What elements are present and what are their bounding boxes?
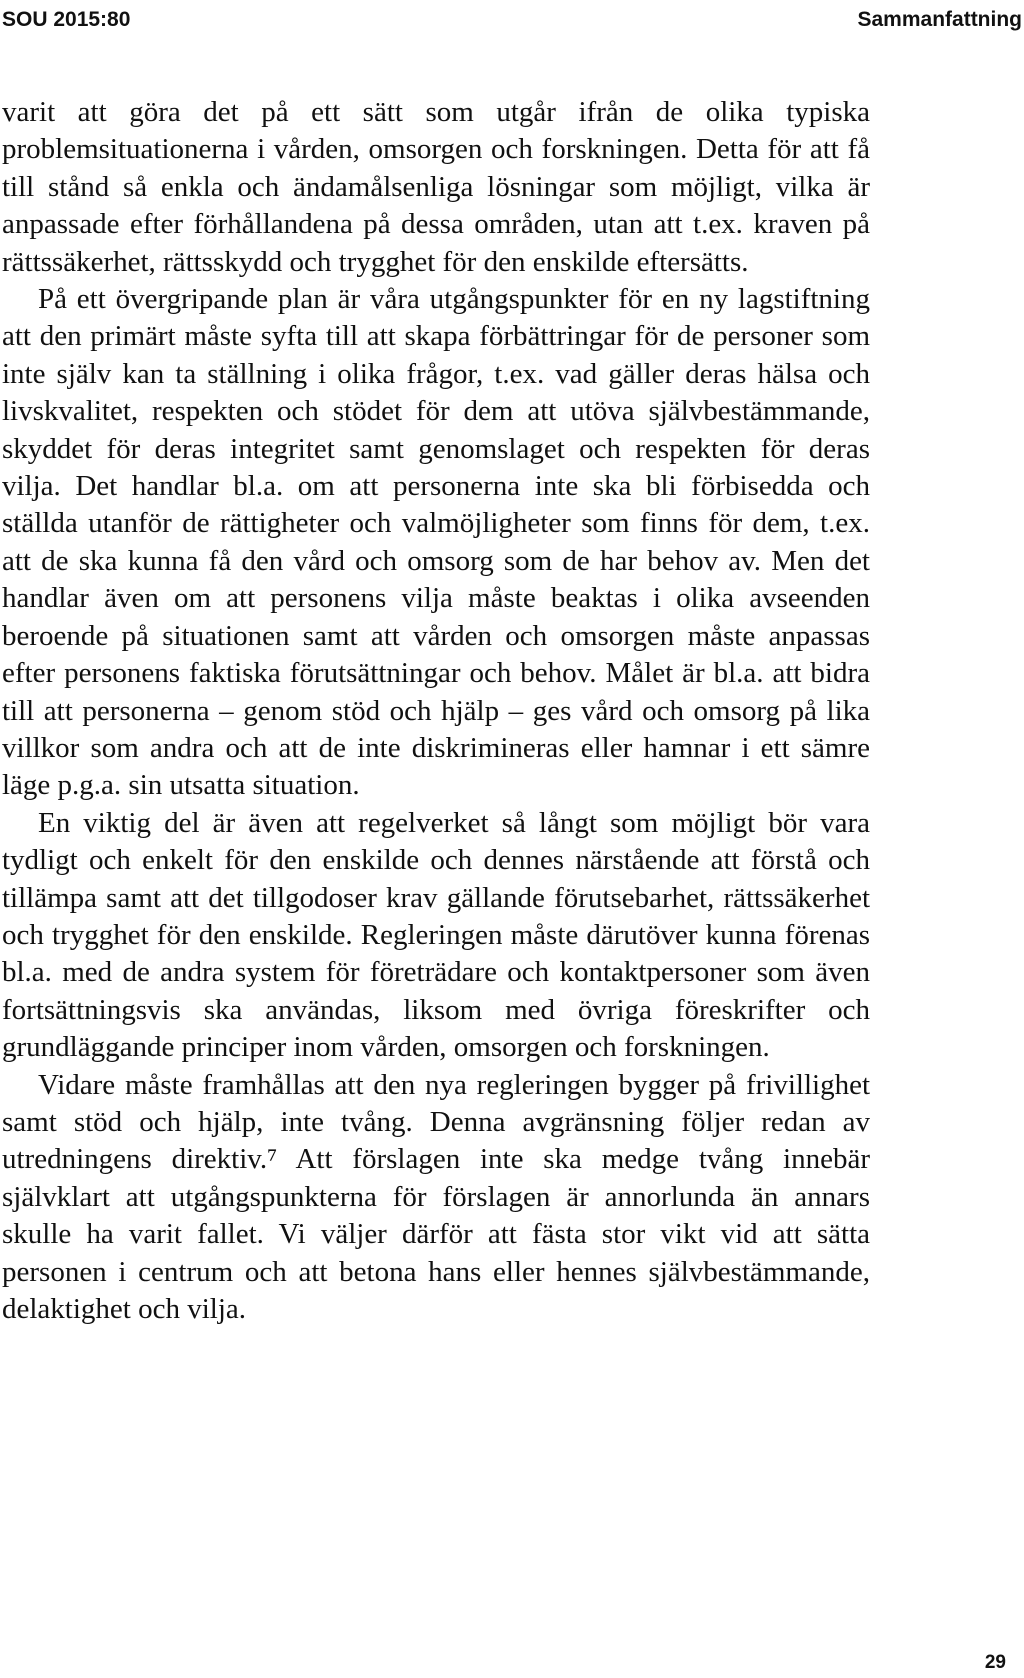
body-text (2, 94, 870, 1328)
page-number: 29 (984, 1652, 1006, 1673)
section-title: Sammanfattning (857, 8, 1022, 31)
paragraph-4: Vidare måste framhållas att den nya regleringen bygger på frivillighet samt stöd och hjälp, inte tvång. Denna avgränsning följer redan av utredningens direktiv.⁷ Att förslagen inte ska medge tvång innebär självklart att utgångspunkterna för förslagen är annorlunda än annars skulle ha varit fallet. Vi väljer därför att fästa stor vikt vid att sätta personen i centrum och att betona hans eller hennes självbestämmande, delaktighet och vilja. (2, 1068, 870, 1325)
running-header (0, 8, 1024, 38)
paragraph-2: På ett övergripande plan är våra utgångspunkter för en ny lagstiftning att den primärt måste syfta till att skapa förbättringar för de personer som inte själv kan ta ställning i olika frågor, t.ex. vad gäller deras hälsa och livskvalitet, respekten och stödet för dem att utöva självbestämmande, skyddet för deras integritet samt genomslaget och respekten för deras vilja. Det handlar bl.a. om att personerna inte ska bli förbisedda och ställda utanför de rättigheter och valmöjligheter som finns för dem, t.ex. att de ska kunna få den vård och omsorg som de har behov av. Men det handlar även om att personens vilja måste beaktas i olika avseenden beroende på situationen samt att vården och omsorgen måste anpassas efter personens faktiska förutsättningar och behov. Målet är bl.a. att bidra till att personerna – genom stöd och hjälp – ges vård och omsorg på lika villkor som andra och att de inte diskrimineras eller hamnar i ett sämre läge p.g.a. sin utsatta situation. (2, 283, 870, 802)
paragraph-3: En viktig del är även att regelverket så långt som möjligt bör vara tydligt och enkelt för den enskilde och dennes närstående att förstå och tillämpa samt att det tillgodoser krav gällande förutsebarhet, rättssäkerhet och trygghet för den enskilde. Regleringen måste därutöver kunna förenas bl.a. med de andra system för företrädare och kontaktpersoner som även fortsättningsvis ska användas, liksom med övriga föreskrifter och grundläggande principer inom vården, omsorgen och forskningen. (2, 806, 870, 1064)
report-reference: SOU 2015:80 (2, 8, 131, 31)
paragraph-1: varit att göra det på ett sätt som utgår ifrån de olika typiska problemsituationerna i vården, omsorgen och forskningen. Detta för att få till stånd så enkla och ändamålsenliga lösningar som möjligt, vilka är anpassade efter förhållandena på dessa områden, utan att t.ex. kraven på rättssäkerhet, rättsskydd och trygghet för den enskilde eftersätts. (2, 96, 870, 278)
